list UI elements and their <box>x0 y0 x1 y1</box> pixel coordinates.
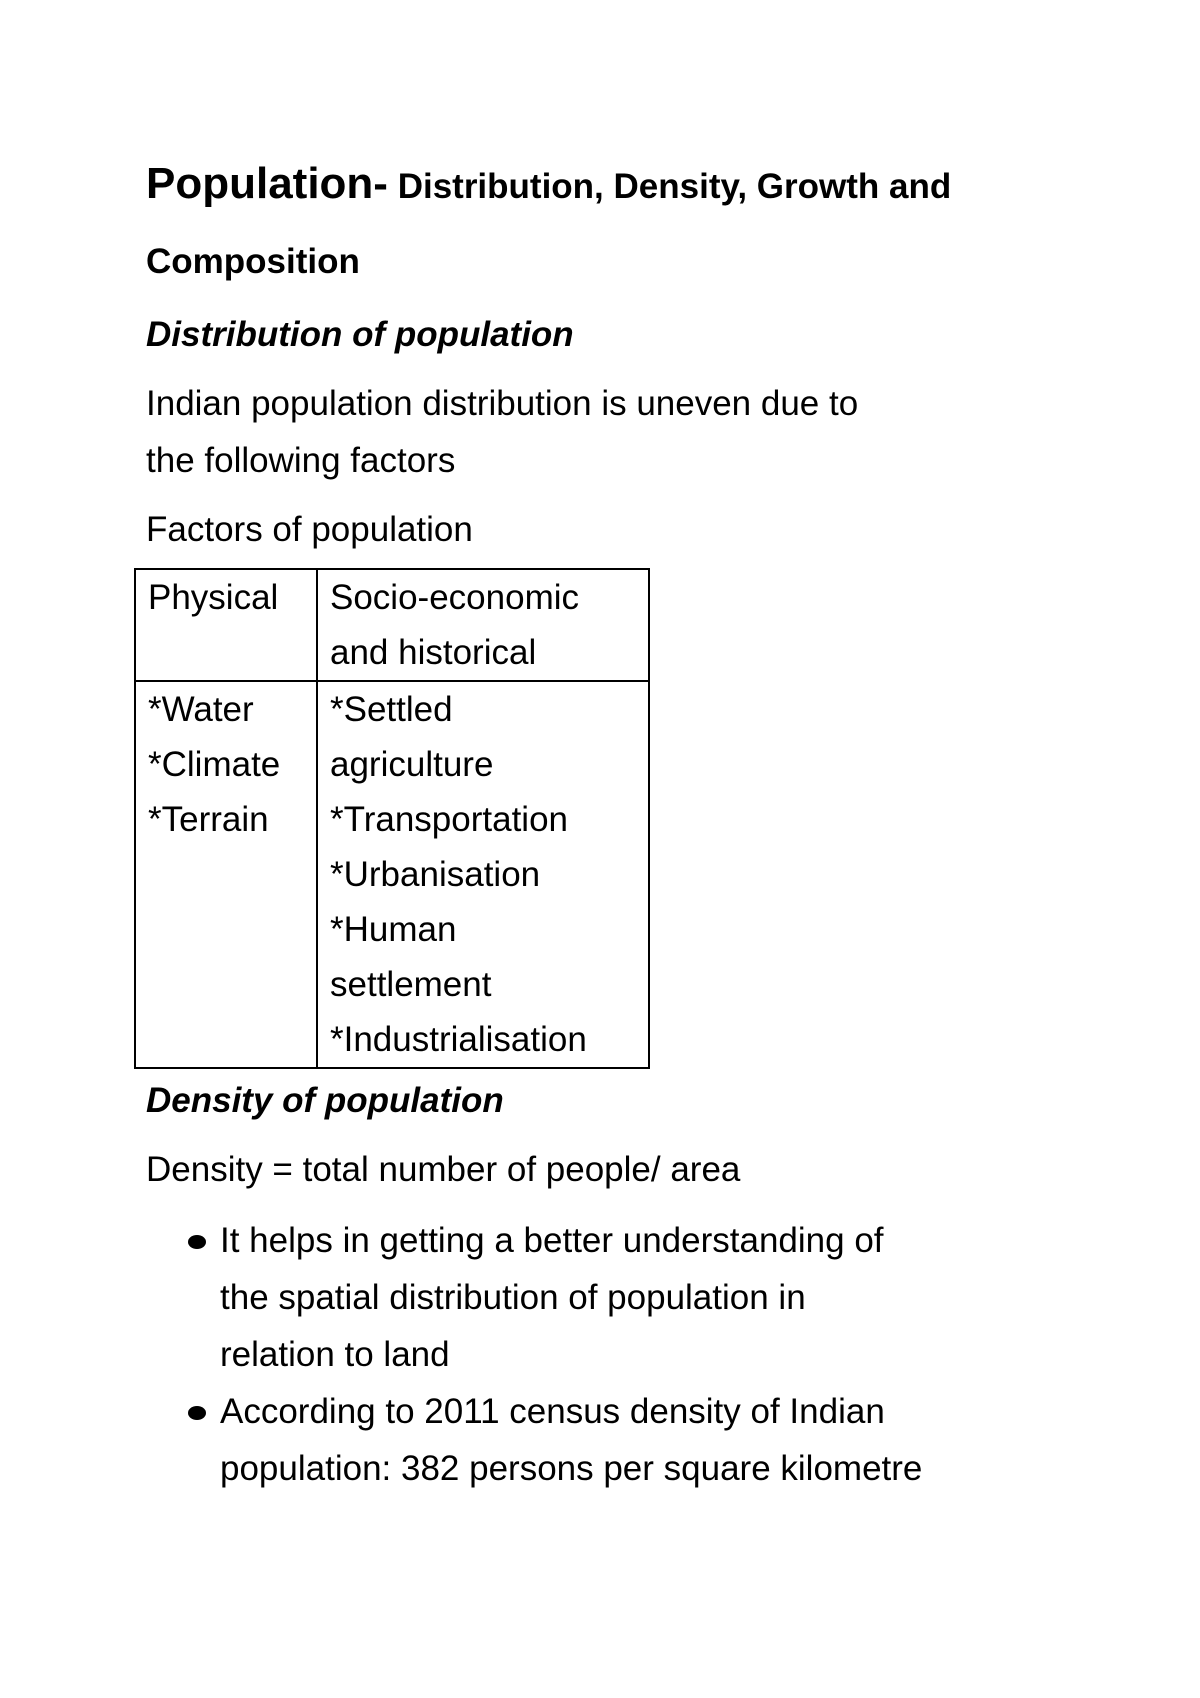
distribution-intro-line2: the following factors <box>146 441 456 480</box>
bullet-icon <box>188 1235 206 1249</box>
document-page <box>146 150 1076 1497</box>
bullet-line: According to 2011 census density of Indian <box>220 1392 885 1431</box>
header-physical: Physical <box>135 569 317 681</box>
socio-factor-line: *Human <box>330 910 457 949</box>
factors-table <box>134 568 650 1069</box>
socio-factor-line: agriculture <box>330 745 494 784</box>
list-item <box>146 1212 1076 1383</box>
bullet-line: relation to land <box>220 1335 450 1374</box>
bullet-line: population: 382 persons per square kilometre <box>220 1449 923 1488</box>
header-socio-line1: Socio-economic <box>330 578 579 617</box>
list-item <box>146 1383 1076 1497</box>
socio-factor-line: *Transportation <box>330 800 568 839</box>
distribution-intro <box>146 375 1076 489</box>
page-title <box>146 150 1076 303</box>
bullet-icon <box>188 1406 206 1420</box>
physical-factor: *Terrain <box>148 800 269 839</box>
bullet-line: It helps in getting a better understanding of <box>220 1221 884 1260</box>
header-socio-line2: and historical <box>330 633 537 672</box>
table-row <box>135 681 649 1068</box>
socio-factors-cell <box>317 681 649 1068</box>
title-subtitle-line1: Distribution, Density, Growth and <box>387 167 952 206</box>
socio-factor-line: *Industrialisation <box>330 1020 587 1059</box>
header-socio-economic <box>317 569 649 681</box>
density-bullet-list <box>146 1212 1076 1497</box>
physical-factor: *Climate <box>148 745 281 784</box>
physical-factors-cell <box>135 681 317 1068</box>
socio-factor-line: *Urbanisation <box>330 855 541 894</box>
physical-factor: *Water <box>148 690 254 729</box>
socio-factor-line: settlement <box>330 965 492 1004</box>
title-subtitle-line2: Composition <box>146 242 360 281</box>
density-formula: Density = total number of people/ area <box>146 1150 741 1189</box>
distribution-intro-line1: Indian population distribution is uneven due to <box>146 384 859 423</box>
table-header-row <box>135 569 649 681</box>
factors-label: Factors of population <box>146 510 473 549</box>
distribution-heading: Distribution of population <box>146 315 574 354</box>
socio-factor-line: *Settled <box>330 690 453 729</box>
density-heading: Density of population <box>146 1081 504 1120</box>
title-main: Population- <box>146 159 388 208</box>
bullet-line: the spatial distribution of population in <box>220 1278 806 1317</box>
